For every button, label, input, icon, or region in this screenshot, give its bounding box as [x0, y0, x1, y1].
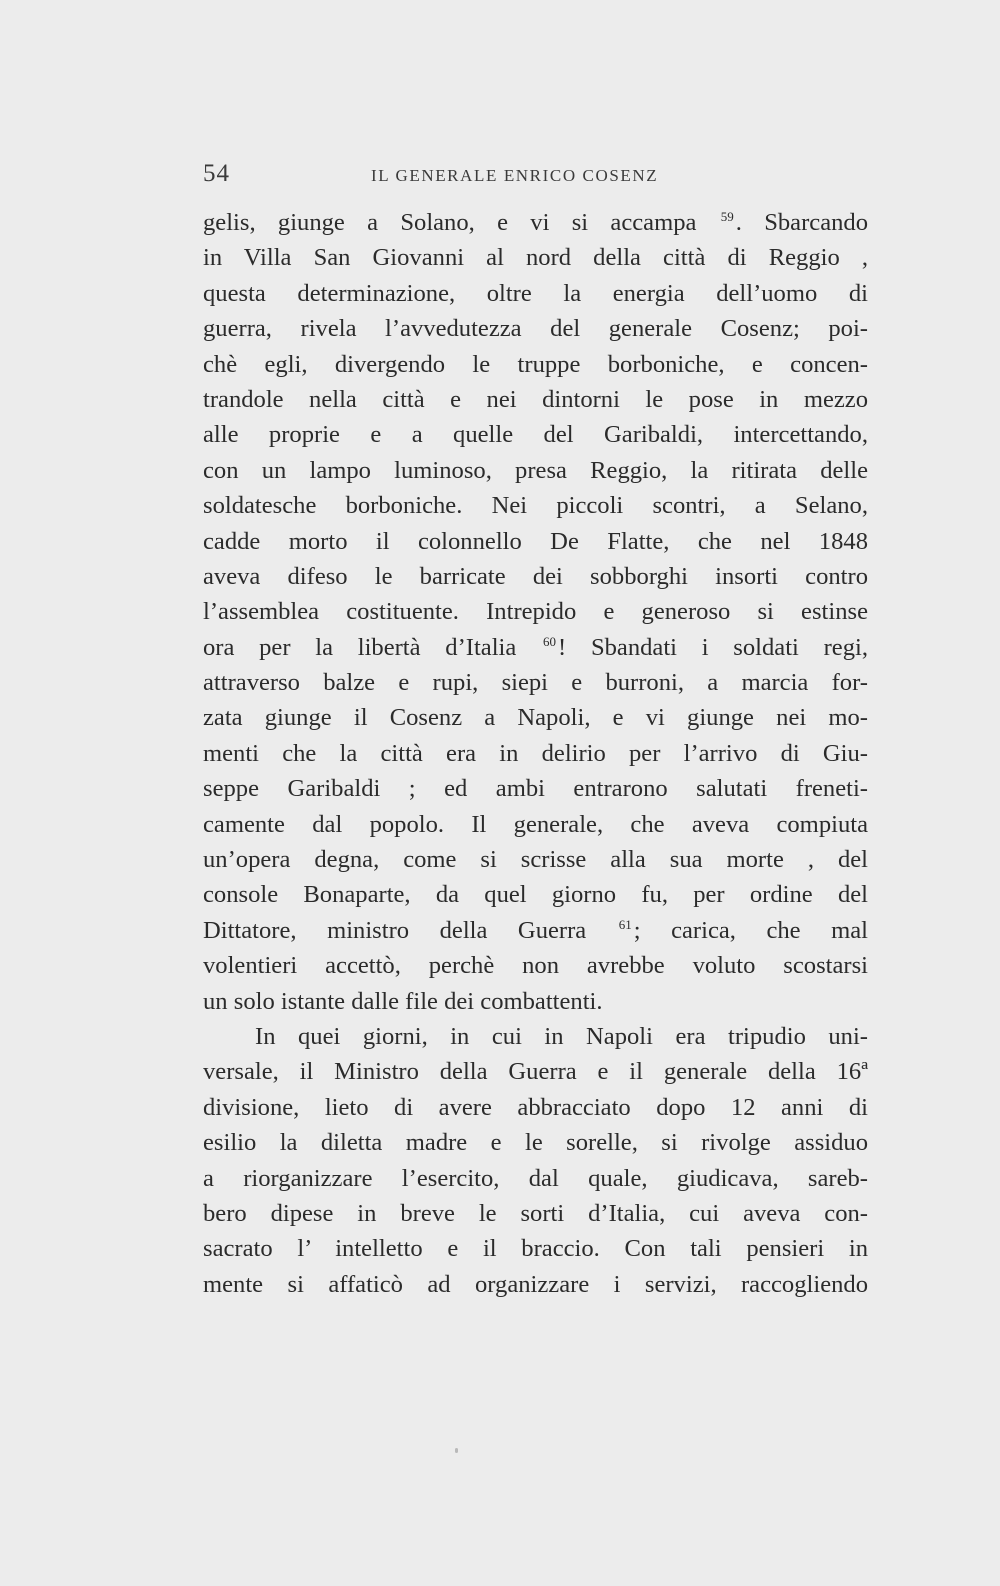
text-fragment: . Sbarcando [735, 209, 868, 236]
text-fragment: ; carica, che mal [633, 916, 868, 944]
page-number: 54 [203, 160, 230, 187]
text-line: soldatesche borboniche. Nei piccoli scontri, a Selano, [203, 492, 868, 520]
text-line [203, 630, 868, 665]
text-line [203, 205, 868, 240]
text-line: In quei giorni, in cui in Napoli era tripudio uni- [255, 1022, 868, 1050]
text-line: bero dipese in breve le sorti d’Italia, cui aveva con- [203, 1199, 868, 1227]
paper-speck [455, 1448, 458, 1453]
footnote-marker: 59 [720, 208, 734, 224]
text-line: attraverso balze e rupi, siepi e burroni, a marcia for- [203, 669, 868, 697]
page-header [203, 160, 868, 190]
text-fragment: gelis, giunge a Solano, e vi si accampa [203, 209, 719, 236]
text-line: con un lampo luminoso, presa Reggio, la ritirata delle [203, 456, 868, 484]
footnote-marker: 61 [618, 916, 632, 932]
text-line: seppe Garibaldi ; ed ambi entrarono salutati freneti- [203, 775, 868, 803]
text-line: un solo istante dalle file dei combattenti. [203, 987, 603, 1015]
text-line: l’assemblea costituente. Intrepido e generoso si estinse [203, 598, 868, 626]
running-title: IL GENERALE ENRICO COSENZ [371, 166, 659, 185]
text-line: un’opera degna, come si scrisse alla sua morte , del [203, 846, 868, 874]
text-line: guerra, rivela l’avvedutezza del generale Cosenz; poi- [203, 315, 868, 343]
text-fragment: Dittatore, ministro della Guerra [203, 916, 617, 944]
text-line: in Villa San Giovanni al nord della città di Reggio , [203, 244, 868, 272]
text-line: versale, il Ministro della Guerra e il generale della 16ª [203, 1058, 868, 1086]
text-line: trandole nella città e nei dintorni le pose in mezzo [203, 385, 868, 413]
text-line: a riorganizzare l’esercito, dal quale, giudicava, sareb- [203, 1164, 868, 1192]
footnote-marker: 60 [543, 633, 557, 649]
text-line: questa determinazione, oltre la energia dell’uomo di [203, 279, 868, 307]
text-line: divisione, lieto di avere abbracciato dopo 12 anni di [203, 1093, 868, 1121]
text-line: console Bonaparte, da quel giorno fu, per ordine del [203, 881, 868, 909]
text-line: menti che la città era in delirio per l’arrivo di Giu- [203, 739, 868, 767]
text-line: zata giunge il Cosenz a Napoli, e vi giunge nei mo- [203, 704, 868, 732]
text-fragment: ! Sbandati i soldati regi, [558, 633, 868, 661]
text-line: volentieri accettò, perchè non avrebbe voluto scostarsi [203, 952, 868, 980]
text-line: esilio la diletta madre e le sorelle, si rivolge assiduo [203, 1129, 868, 1157]
text-line: chè egli, divergendo le truppe borboniche, e concen- [203, 350, 868, 378]
text-fragment: ora per la libertà d’Italia [203, 633, 542, 661]
text-line: mente si affaticò ad organizzare i servizi, raccogliendo [203, 1270, 868, 1298]
text-line: sacrato l’ intelletto e il braccio. Con tali pensieri in [203, 1235, 868, 1263]
text-line: camente dal popolo. Il generale, che aveva compiuta [203, 810, 868, 838]
text-line: cadde morto il colonnello De Flatte, che nel 1848 [203, 527, 868, 555]
text-line: aveva difeso le barricate dei sobborghi insorti contro [203, 562, 868, 590]
text-line [203, 913, 868, 948]
text-line: alle proprie e a quelle del Garibaldi, intercettando, [203, 421, 868, 449]
body-text [203, 205, 868, 1302]
